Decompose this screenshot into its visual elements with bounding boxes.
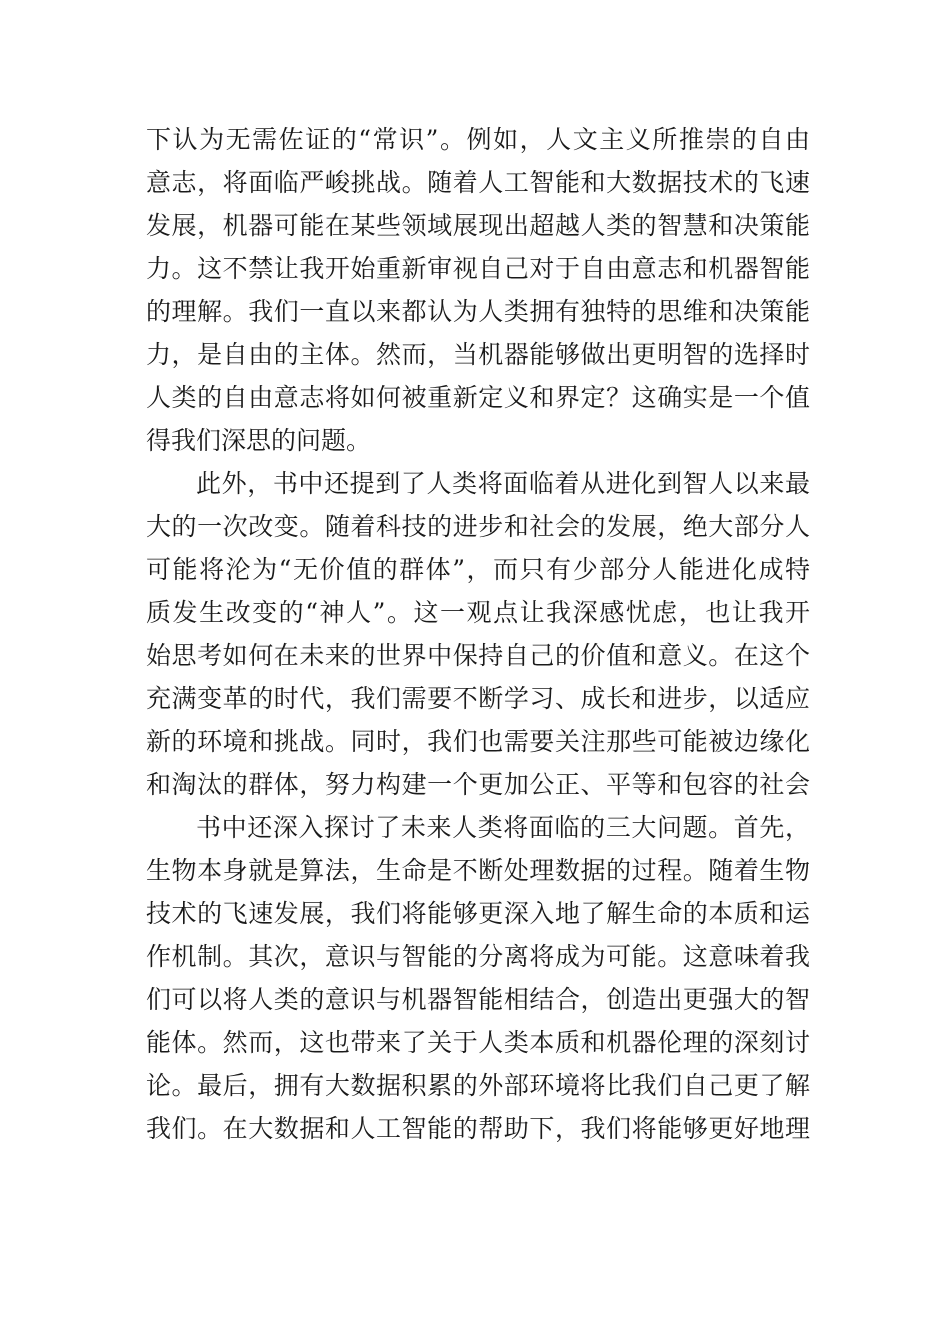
body-text [146,118,810,1150]
paragraph-2 [146,462,810,806]
text-line: 我们。在大数据和人工智能的帮助下，我们将能够更好地理 [146,1114,810,1143]
text-line: 能体。然而，这也带来了关于人类本质和机器伦理的深刻讨 [146,1028,810,1057]
text-line: 的理解。我们一直以来都认为人类拥有独特的思维和决策能 [146,297,810,326]
text-line: 大的一次改变。随着科技的进步和社会的发展，绝大部分人 [146,512,810,541]
text-line: 力，是自由的主体。然而，当机器能够做出更明智的选择时 [146,340,810,369]
text-line: 力。这不禁让我开始重新审视自己对于自由意志和机器智能 [146,254,810,283]
text-line: 发展，机器可能在某些领域展现出超越人类的智慧和决策能 [146,211,810,240]
text-line: 得我们深思的问题。 [146,426,372,455]
text-line: 充满变革的时代，我们需要不断学习、成长和进步，以适应 [146,684,810,713]
text-line: 下认为无需佐证的“常识”。例如，人文主义所推崇的自由 [146,125,810,154]
text-line: 此外，书中还提到了人类将面临着从进化到智人以来最 [196,469,810,498]
text-line: 始思考如何在未来的世界中保持自己的价值和意义。在这个 [146,641,810,670]
text-line: 技术的飞速发展，我们将能够更深入地了解生命的本质和运 [146,899,810,928]
text-line: 们可以将人类的意识与机器智能相结合，创造出更强大的智 [146,985,810,1014]
text-line: 生物本身就是算法，生命是不断处理数据的过程。随着生物 [146,856,810,885]
text-line: 质发生改变的“神人”。这一观点让我深感忧虑，也让我开 [146,598,810,627]
paragraph-3 [146,806,810,1150]
text-line: 和淘汰的群体，努力构建一个更加公正、平等和包容的社会 [146,770,810,799]
text-line: 意志，将面临严峻挑战。随着人工智能和大数据技术的飞速 [146,168,810,197]
paragraph-1 [146,118,810,462]
text-line: 新的环境和挑战。同时，我们也需要关注那些可能被边缘化 [146,727,810,756]
text-line: 作机制。其次，意识与智能的分离将成为可能。这意味着我 [146,942,810,971]
text-line: 可能将沦为“无价值的群体”，而只有少部分人能进化成特 [146,555,810,584]
text-line: 书中还深入探讨了未来人类将面临的三大问题。首先， [196,813,810,842]
text-line: 人类的自由意志将如何被重新定义和界定？这确实是一个值 [146,383,810,412]
text-line: 论。最后，拥有大数据积累的外部环境将比我们自己更了解 [146,1071,810,1100]
